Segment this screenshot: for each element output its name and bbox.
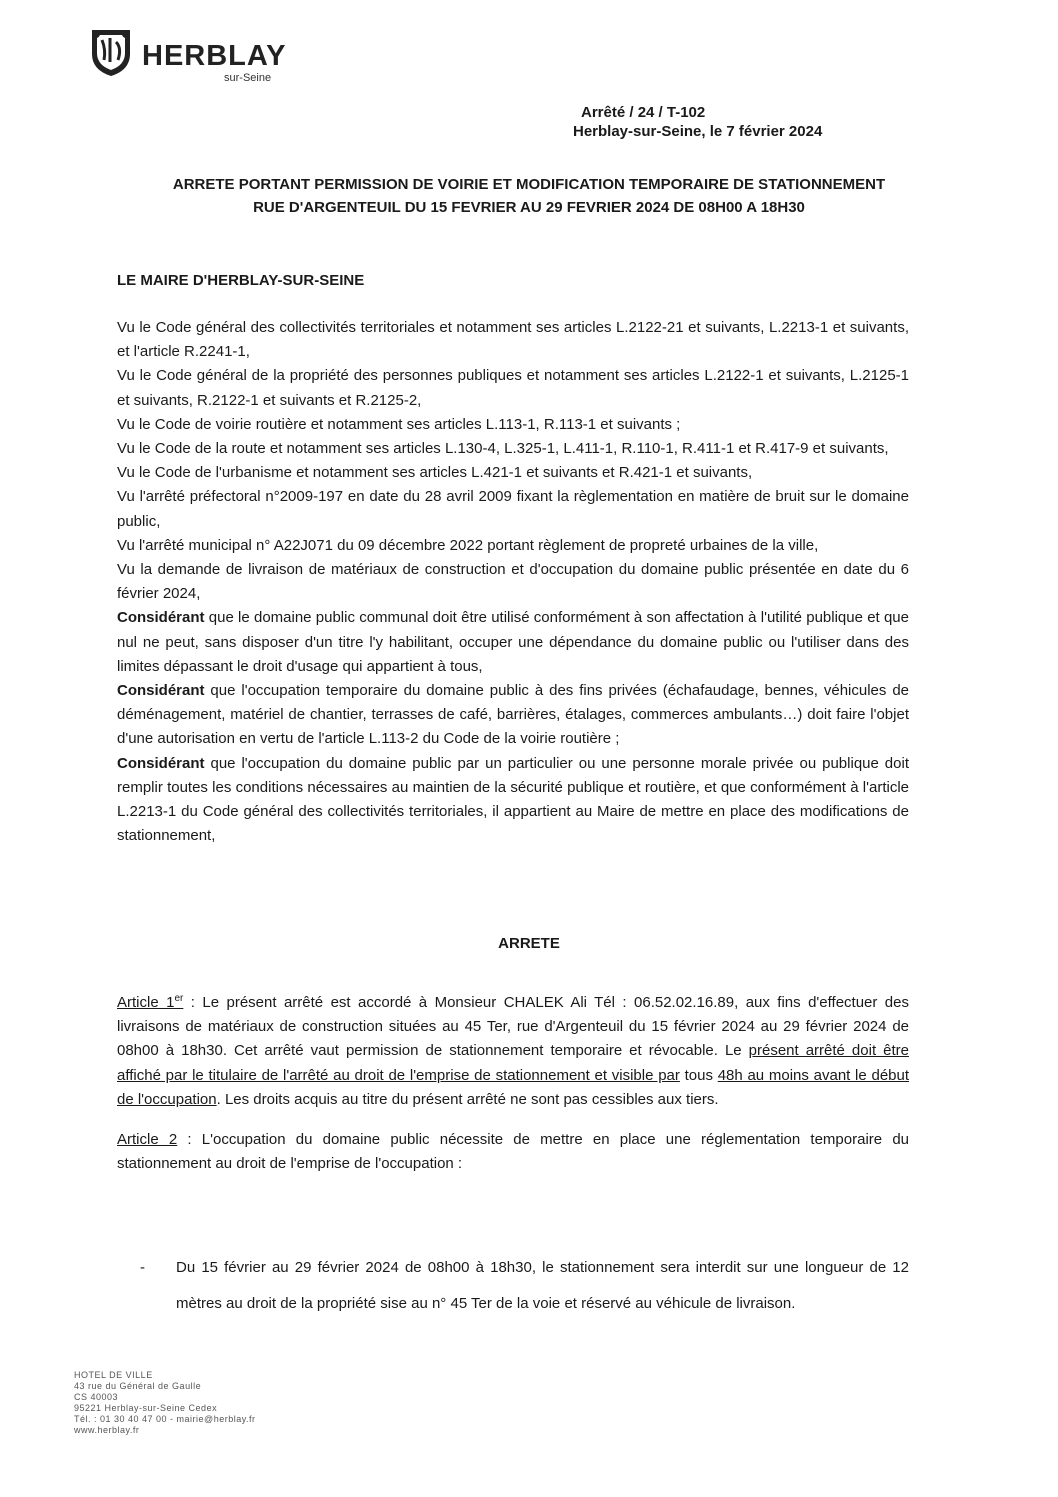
visa-paragraph: Vu le Code général des collectivités territoriales et notamment ses articles L.2122-21 et suivants, L.2213-1 et suivants, et l'article R.2241-1, xyxy=(117,319,909,361)
preamble xyxy=(117,316,909,848)
footer-address xyxy=(74,1370,256,1436)
footer-line: Tél. : 01 30 40 47 00 - mairie@herblay.fr xyxy=(74,1414,256,1424)
logo-name: HERBLAY xyxy=(142,40,287,72)
footer-line: www.herblay.fr xyxy=(74,1425,140,1435)
considerant-text: que l'occupation temporaire du domaine public à des fins privées (échafaudage, bennes, véhicules de déménagement, matériel de chantier, terrasses de café, barrières, étalages, commerces ambulants…) doit faire l'objet d'une autorisation en vertu de l'article L.113-2 du Code de la voirie routière ; xyxy=(117,682,909,748)
visa-paragraph: Vu le Code de la route et notamment ses articles L.130-4, L.325-1, L.411-1, R.110-1, R.411-1 et R.417-9 et suivants, xyxy=(117,440,889,458)
arrete-heading: ARRETE xyxy=(498,935,560,952)
city-seal-icon xyxy=(88,26,134,78)
considerant-lead: Considérant xyxy=(117,682,205,700)
decree-date: Herblay-sur-Seine, le 7 février 2024 xyxy=(573,123,823,140)
article-1-label: Article 1er xyxy=(117,993,184,1011)
visa-paragraph: Vu la demande de livraison de matériaux de construction et d'occupation du domaine public présentée en date du 6 février 2024, xyxy=(117,561,909,603)
article-2-label: Article 2 xyxy=(117,1131,178,1148)
footer-line: HOTEL DE VILLE xyxy=(74,1370,153,1380)
article-1-underlined: présent arrêté doit être affiché par le titulaire de l'arrêté au droit de l'emprise de stationnement et visible par xyxy=(117,1042,909,1084)
logo-subtitle: sur-Seine xyxy=(224,72,272,84)
visa-paragraph: Vu l'arrêté municipal n° A22J071 du 09 décembre 2022 portant règlement de propreté urbaines de la ville, xyxy=(117,536,819,554)
considerant-paragraph xyxy=(117,679,909,752)
mayor-heading: LE MAIRE D'HERBLAY-SUR-SEINE xyxy=(117,272,365,289)
parking-restriction-item xyxy=(140,1250,909,1322)
article-1: Article 1er : Le présent arrêté est accordé à Monsieur CHALEK Ali Tél : 06.52.02.16.89, aux fins d'effectuer des livraisons de matériaux de construction situées au 45 Ter, rue d'Argenteuil du 15 février 2024 au 29 février 2024 de 08h00 à 18h30. Cet arrêté vaut permission de stationnement temporaire et révocable. Le présent arrêté doit être affiché par le titulaire de l'arrêté au droit de l'emprise de stationnement et visible par tous 48h au moins avant le début de l'occupation. Les droits acquis au titre du présent arrêté ne sont pas cessibles aux tiers. xyxy=(117,993,910,1108)
article-1-text: Le présent arrêté est accordé à Monsieur CHALEK Ali Tél : 06.52.02.16.89, aux fins d'effectuer des livraisons de matériaux de construction situées au 45 Ter, rue d'Argenteuil du 15 février 2024 au 29 février 2024 de 08h00 à 18h30. Cet arrêté vaut permission de stationnement temporaire et révocable. Le xyxy=(117,994,909,1060)
considerant-lead: Considérant xyxy=(117,754,205,772)
visa-paragraph: Vu le Code de voirie routière et notamment ses articles L.113-1, R.113-1 et suivants ; xyxy=(117,415,681,433)
considerant-text: que le domaine public communal doit être utilisé conformément à son affectation à l'utilité publique et que nul ne peut, sans disposer d'un titre l'y habilitant, occuper une dépendance du domaine public ou l'utiliser dans des limites dépassant le droit d'usage qui appartient à tous, xyxy=(117,609,909,675)
visa-paragraph: Vu le Code général de la propriété des personnes publiques et notamment ses articles L.2122-1 et suivants, L.2125-1 et suivants, R.2122-1 et suivants et R.2125-2, xyxy=(117,367,909,409)
article-1-underlined-2: 48h au moins avant le début de l'occupation xyxy=(117,1066,910,1108)
bullet-dash: - xyxy=(140,1259,145,1276)
decree-title-line-1: ARRETE PORTANT PERMISSION DE VOIRIE ET MODIFICATION TEMPORAIRE DE STATIONNEMENT xyxy=(172,176,886,193)
footer-line: 95221 Herblay-sur-Seine Cedex xyxy=(74,1403,218,1413)
visa-paragraph: Vu l'arrêté préfectoral n°2009-197 en date du 28 avril 2009 fixant la règlementation en matière de bruit sur le domaine public, xyxy=(117,488,909,530)
considerant-text: que l'occupation du domaine public par un particulier ou une personne morale privée ou publique doit remplir toutes les conditions nécessaires au maintien de la sécurité publique et routière, et que conformément à l'article L.2213-1 du Code général des collectivités territoriales, il appartient au Maire de mettre en place des modifications de stationnement, xyxy=(117,754,909,845)
footer-line: 43 rue du Général de Gaulle xyxy=(74,1381,202,1391)
considerant-paragraph xyxy=(117,606,909,679)
decree-reference: Arrêté / 24 / T-102 xyxy=(581,104,706,121)
considerant-paragraph xyxy=(117,752,909,849)
considerant-lead: Considérant xyxy=(117,609,205,627)
article-2-text: L'occupation du domaine public nécessite de mettre en place une réglementation temporaire du stationnement au droit de l'emprise de l'occupation : xyxy=(117,1131,909,1173)
parking-restriction-text: Du 15 février au 29 février 2024 de 08h00 à 18h30, le stationnement sera interdit sur une longueur de 12 mètres au droit de la propriété sise au n° 45 Ter de la voie et réservé au véhicule de livraison. xyxy=(176,1259,909,1312)
visa-paragraph: Vu le Code de l'urbanisme et notamment ses articles L.421-1 et suivants et R.421-1 et suivants, xyxy=(117,464,753,482)
article-2: Article 2 : L'occupation du domaine public nécessite de mettre en place une réglementation temporaire du stationnement au droit de l'emprise de l'occupation : xyxy=(117,1131,909,1173)
decree-title-line-2: RUE D'ARGENTEUIL DU 15 FEVRIER AU 29 FEVRIER 2024 DE 08H00 A 18H30 xyxy=(253,199,805,216)
footer-line: CS 40003 xyxy=(74,1392,119,1402)
